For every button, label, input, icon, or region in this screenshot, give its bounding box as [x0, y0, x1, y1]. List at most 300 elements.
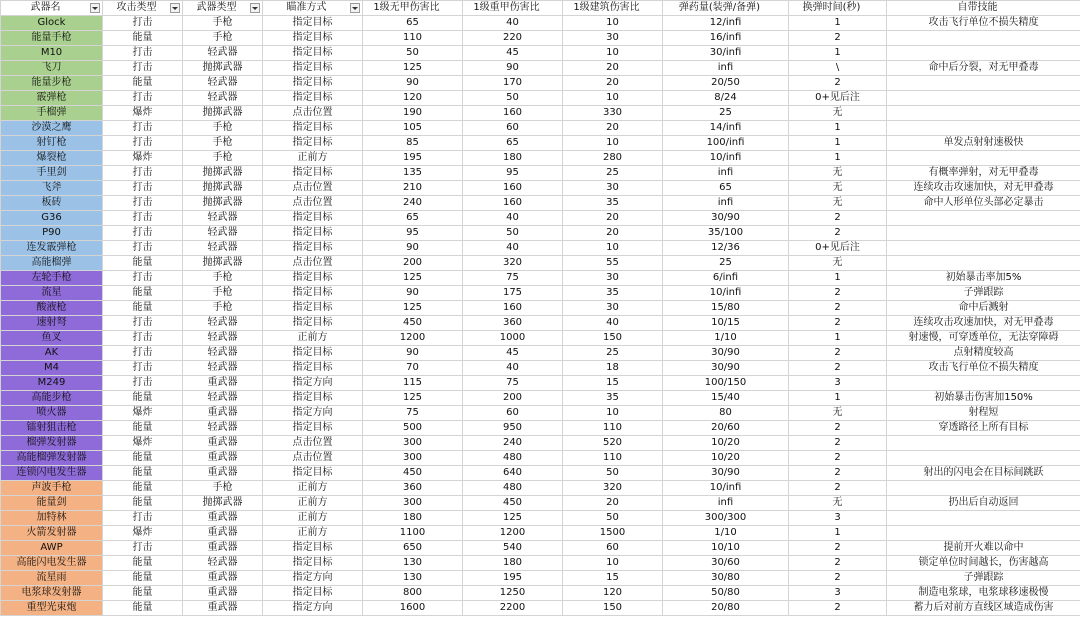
cell-unarmored-damage[interactable]: 240 — [363, 196, 463, 211]
cell-ammo[interactable]: 30/90 — [663, 466, 789, 481]
cell-aim-mode[interactable]: 正前方 — [263, 151, 363, 166]
cell-weapon-name[interactable]: M4 — [1, 361, 103, 376]
cell-aim-mode[interactable]: 正前方 — [263, 481, 363, 496]
cell-weapon-type[interactable]: 轻武器 — [183, 226, 263, 241]
cell-weapon-name[interactable]: 能量步枪 — [1, 76, 103, 91]
cell-skill[interactable] — [887, 376, 1080, 391]
header-ammo[interactable] — [663, 1, 789, 16]
header-attack-type[interactable] — [103, 1, 183, 16]
cell-attack-type[interactable]: 打击 — [103, 181, 183, 196]
cell-reload-time[interactable]: 1 — [789, 526, 887, 541]
cell-skill[interactable] — [887, 121, 1080, 136]
cell-aim-mode[interactable]: 指定目标 — [263, 61, 363, 76]
cell-weapon-type[interactable]: 轻武器 — [183, 331, 263, 346]
cell-attack-type[interactable]: 能量 — [103, 421, 183, 436]
cell-unarmored-damage[interactable]: 85 — [363, 136, 463, 151]
cell-weapon-name[interactable]: 电浆球发射器 — [1, 586, 103, 601]
cell-unarmored-damage[interactable]: 105 — [363, 121, 463, 136]
cell-skill[interactable] — [887, 436, 1080, 451]
cell-weapon-name[interactable]: 火箭发射器 — [1, 526, 103, 541]
cell-attack-type[interactable]: 打击 — [103, 271, 183, 286]
cell-building-damage[interactable]: 110 — [563, 451, 663, 466]
cell-attack-type[interactable]: 能量 — [103, 586, 183, 601]
cell-skill[interactable]: 连续攻击攻速加快，对无甲叠毒 — [887, 181, 1080, 196]
cell-weapon-type[interactable]: 重武器 — [183, 466, 263, 481]
cell-weapon-type[interactable]: 轻武器 — [183, 241, 263, 256]
cell-weapon-name[interactable]: 加特林 — [1, 511, 103, 526]
cell-heavy-armor-damage[interactable]: 90 — [463, 61, 563, 76]
cell-building-damage[interactable]: 15 — [563, 376, 663, 391]
cell-aim-mode[interactable]: 指定方向 — [263, 571, 363, 586]
cell-reload-time[interactable]: 3 — [789, 511, 887, 526]
cell-reload-time[interactable]: 2 — [789, 541, 887, 556]
cell-unarmored-damage[interactable]: 90 — [363, 76, 463, 91]
cell-ammo[interactable]: 14/infi — [663, 121, 789, 136]
cell-ammo[interactable]: 25 — [663, 106, 789, 121]
cell-unarmored-damage[interactable]: 110 — [363, 31, 463, 46]
cell-reload-time[interactable]: 1 — [789, 16, 887, 31]
cell-aim-mode[interactable]: 指定方向 — [263, 601, 363, 616]
cell-aim-mode[interactable]: 点击位置 — [263, 106, 363, 121]
header-weapon-type[interactable] — [183, 1, 263, 16]
cell-weapon-name[interactable]: 手榴弹 — [1, 106, 103, 121]
cell-aim-mode[interactable]: 点击位置 — [263, 436, 363, 451]
cell-reload-time[interactable]: 2 — [789, 466, 887, 481]
cell-attack-type[interactable]: 能量 — [103, 496, 183, 511]
cell-heavy-armor-damage[interactable]: 40 — [463, 16, 563, 31]
cell-building-damage[interactable]: 20 — [563, 226, 663, 241]
cell-weapon-type[interactable]: 轻武器 — [183, 346, 263, 361]
cell-building-damage[interactable]: 18 — [563, 361, 663, 376]
cell-heavy-armor-damage[interactable]: 1000 — [463, 331, 563, 346]
cell-reload-time[interactable]: 1 — [789, 271, 887, 286]
cell-building-damage[interactable]: 35 — [563, 196, 663, 211]
cell-skill[interactable]: 蓄力后对前方直线区域造成伤害 — [887, 601, 1080, 616]
cell-heavy-armor-damage[interactable]: 320 — [463, 256, 563, 271]
cell-heavy-armor-damage[interactable]: 180 — [463, 556, 563, 571]
cell-building-damage[interactable]: 55 — [563, 256, 663, 271]
cell-weapon-name[interactable]: G36 — [1, 211, 103, 226]
cell-unarmored-damage[interactable]: 360 — [363, 481, 463, 496]
cell-weapon-type[interactable]: 手枪 — [183, 151, 263, 166]
cell-heavy-armor-damage[interactable]: 65 — [463, 136, 563, 151]
cell-ammo[interactable]: 10/infi — [663, 151, 789, 166]
cell-building-damage[interactable]: 30 — [563, 181, 663, 196]
cell-aim-mode[interactable]: 指定目标 — [263, 136, 363, 151]
cell-ammo[interactable]: 30/infi — [663, 46, 789, 61]
cell-ammo[interactable]: infi — [663, 61, 789, 76]
cell-unarmored-damage[interactable]: 135 — [363, 166, 463, 181]
cell-weapon-name[interactable]: 板砖 — [1, 196, 103, 211]
cell-heavy-armor-damage[interactable]: 1200 — [463, 526, 563, 541]
cell-ammo[interactable]: 12/infi — [663, 16, 789, 31]
cell-weapon-type[interactable]: 抛掷武器 — [183, 61, 263, 76]
cell-reload-time[interactable]: 3 — [789, 376, 887, 391]
cell-weapon-type[interactable]: 轻武器 — [183, 421, 263, 436]
cell-attack-type[interactable]: 打击 — [103, 196, 183, 211]
cell-building-damage[interactable]: 10 — [563, 406, 663, 421]
cell-attack-type[interactable]: 能量 — [103, 286, 183, 301]
cell-ammo[interactable]: 10/10 — [663, 541, 789, 556]
cell-weapon-type[interactable]: 抛掷武器 — [183, 496, 263, 511]
cell-ammo[interactable]: 6/infi — [663, 271, 789, 286]
cell-weapon-type[interactable]: 重武器 — [183, 586, 263, 601]
cell-reload-time[interactable]: 无 — [789, 181, 887, 196]
cell-reload-time[interactable]: 2 — [789, 346, 887, 361]
cell-weapon-name[interactable]: 喷火器 — [1, 406, 103, 421]
filter-dropdown-icon[interactable] — [170, 3, 180, 13]
cell-unarmored-damage[interactable]: 450 — [363, 316, 463, 331]
cell-attack-type[interactable]: 打击 — [103, 316, 183, 331]
cell-unarmored-damage[interactable]: 90 — [363, 286, 463, 301]
cell-building-damage[interactable]: 20 — [563, 61, 663, 76]
cell-attack-type[interactable]: 能量 — [103, 31, 183, 46]
header-heavy-armor-damage[interactable] — [463, 1, 563, 16]
cell-reload-time[interactable]: 2 — [789, 31, 887, 46]
cell-reload-time[interactable]: 2 — [789, 211, 887, 226]
cell-weapon-type[interactable]: 手枪 — [183, 271, 263, 286]
header-reload-time[interactable] — [789, 1, 887, 16]
cell-unarmored-damage[interactable]: 125 — [363, 301, 463, 316]
cell-aim-mode[interactable]: 点击位置 — [263, 451, 363, 466]
cell-reload-time[interactable]: 1 — [789, 391, 887, 406]
cell-weapon-type[interactable]: 重武器 — [183, 601, 263, 616]
cell-weapon-type[interactable]: 轻武器 — [183, 556, 263, 571]
cell-weapon-name[interactable]: 重型光束炮 — [1, 601, 103, 616]
cell-unarmored-damage[interactable]: 190 — [363, 106, 463, 121]
cell-ammo[interactable]: 1/10 — [663, 526, 789, 541]
cell-heavy-armor-damage[interactable]: 480 — [463, 451, 563, 466]
cell-weapon-type[interactable]: 重武器 — [183, 511, 263, 526]
cell-ammo[interactable]: infi — [663, 166, 789, 181]
cell-weapon-name[interactable]: 榴弹发射器 — [1, 436, 103, 451]
cell-weapon-type[interactable]: 轻武器 — [183, 76, 263, 91]
cell-ammo[interactable]: 12/36 — [663, 241, 789, 256]
cell-skill[interactable]: 射速慢，可穿透单位，无法穿障碍 — [887, 331, 1080, 346]
cell-weapon-type[interactable]: 抛掷武器 — [183, 196, 263, 211]
cell-unarmored-damage[interactable]: 500 — [363, 421, 463, 436]
header-weapon-name[interactable] — [1, 1, 103, 16]
cell-weapon-type[interactable]: 重武器 — [183, 376, 263, 391]
cell-weapon-type[interactable]: 重武器 — [183, 406, 263, 421]
cell-weapon-name[interactable]: 连发霰弹枪 — [1, 241, 103, 256]
cell-weapon-type[interactable]: 轻武器 — [183, 391, 263, 406]
cell-building-damage[interactable]: 30 — [563, 301, 663, 316]
cell-aim-mode[interactable]: 指定目标 — [263, 466, 363, 481]
cell-weapon-name[interactable]: AK — [1, 346, 103, 361]
cell-attack-type[interactable]: 打击 — [103, 121, 183, 136]
cell-reload-time[interactable]: 无 — [789, 106, 887, 121]
cell-skill[interactable] — [887, 256, 1080, 271]
cell-heavy-armor-damage[interactable]: 50 — [463, 91, 563, 106]
cell-unarmored-damage[interactable]: 95 — [363, 226, 463, 241]
cell-weapon-type[interactable]: 手枪 — [183, 16, 263, 31]
cell-ammo[interactable]: 15/40 — [663, 391, 789, 406]
cell-ammo[interactable]: 10/infi — [663, 481, 789, 496]
cell-attack-type[interactable]: 打击 — [103, 241, 183, 256]
cell-weapon-type[interactable]: 重武器 — [183, 571, 263, 586]
cell-ammo[interactable]: 10/20 — [663, 451, 789, 466]
cell-aim-mode[interactable]: 指定目标 — [263, 361, 363, 376]
cell-building-damage[interactable]: 150 — [563, 601, 663, 616]
cell-unarmored-damage[interactable]: 210 — [363, 181, 463, 196]
cell-skill[interactable]: 穿透路径上所有目标 — [887, 421, 1080, 436]
cell-aim-mode[interactable]: 指定目标 — [263, 121, 363, 136]
cell-attack-type[interactable]: 爆炸 — [103, 406, 183, 421]
cell-building-damage[interactable]: 110 — [563, 421, 663, 436]
cell-weapon-name[interactable]: 手里剑 — [1, 166, 103, 181]
cell-skill[interactable]: 攻击飞行单位不损失精度 — [887, 16, 1080, 31]
cell-skill[interactable]: 攻击飞行单位不损失精度 — [887, 361, 1080, 376]
cell-heavy-armor-damage[interactable]: 160 — [463, 106, 563, 121]
cell-weapon-name[interactable]: 沙漠之鹰 — [1, 121, 103, 136]
cell-unarmored-damage[interactable]: 70 — [363, 361, 463, 376]
cell-weapon-type[interactable]: 手枪 — [183, 481, 263, 496]
cell-reload-time[interactable]: 无 — [789, 196, 887, 211]
cell-skill[interactable] — [887, 91, 1080, 106]
cell-weapon-name[interactable]: 射钉枪 — [1, 136, 103, 151]
cell-weapon-type[interactable]: 抛掷武器 — [183, 256, 263, 271]
cell-weapon-type[interactable]: 抛掷武器 — [183, 166, 263, 181]
cell-building-damage[interactable]: 40 — [563, 316, 663, 331]
cell-building-damage[interactable]: 35 — [563, 286, 663, 301]
cell-building-damage[interactable]: 15 — [563, 571, 663, 586]
cell-aim-mode[interactable]: 指定目标 — [263, 46, 363, 61]
cell-weapon-name[interactable]: M10 — [1, 46, 103, 61]
cell-aim-mode[interactable]: 正前方 — [263, 496, 363, 511]
cell-ammo[interactable]: 10/20 — [663, 436, 789, 451]
cell-attack-type[interactable]: 打击 — [103, 331, 183, 346]
cell-weapon-type[interactable]: 轻武器 — [183, 211, 263, 226]
cell-unarmored-damage[interactable]: 450 — [363, 466, 463, 481]
cell-heavy-armor-damage[interactable]: 75 — [463, 271, 563, 286]
cell-weapon-name[interactable]: AWP — [1, 541, 103, 556]
cell-reload-time[interactable]: 2 — [789, 571, 887, 586]
cell-reload-time[interactable]: 2 — [789, 556, 887, 571]
cell-skill[interactable] — [887, 451, 1080, 466]
cell-unarmored-damage[interactable]: 125 — [363, 271, 463, 286]
filter-dropdown-icon[interactable] — [90, 3, 100, 13]
cell-skill[interactable]: 制造电浆球，电浆球移速极慢 — [887, 586, 1080, 601]
cell-heavy-armor-damage[interactable]: 45 — [463, 46, 563, 61]
cell-reload-time[interactable]: 2 — [789, 361, 887, 376]
cell-heavy-armor-damage[interactable]: 220 — [463, 31, 563, 46]
cell-reload-time[interactable]: 2 — [789, 481, 887, 496]
cell-building-damage[interactable]: 330 — [563, 106, 663, 121]
cell-reload-time[interactable]: 无 — [789, 256, 887, 271]
cell-attack-type[interactable]: 打击 — [103, 376, 183, 391]
cell-aim-mode[interactable]: 指定方向 — [263, 406, 363, 421]
cell-weapon-name[interactable]: 流星雨 — [1, 571, 103, 586]
cell-building-damage[interactable]: 20 — [563, 496, 663, 511]
cell-heavy-armor-damage[interactable]: 125 — [463, 511, 563, 526]
cell-unarmored-damage[interactable]: 300 — [363, 496, 463, 511]
cell-attack-type[interactable]: 打击 — [103, 541, 183, 556]
cell-skill[interactable]: 射出的闪电会在目标间跳跃 — [887, 466, 1080, 481]
cell-heavy-armor-damage[interactable]: 640 — [463, 466, 563, 481]
cell-reload-time[interactable]: 无 — [789, 406, 887, 421]
cell-attack-type[interactable]: 能量 — [103, 466, 183, 481]
cell-building-damage[interactable]: 10 — [563, 91, 663, 106]
cell-unarmored-damage[interactable]: 1100 — [363, 526, 463, 541]
cell-skill[interactable]: 命中人形单位头部必定暴击 — [887, 196, 1080, 211]
cell-skill[interactable]: 连续攻击攻速加快，对无甲叠毒 — [887, 316, 1080, 331]
cell-heavy-armor-damage[interactable]: 360 — [463, 316, 563, 331]
cell-heavy-armor-damage[interactable]: 450 — [463, 496, 563, 511]
cell-reload-time[interactable]: 2 — [789, 421, 887, 436]
cell-aim-mode[interactable]: 点击位置 — [263, 196, 363, 211]
cell-aim-mode[interactable]: 指定目标 — [263, 76, 363, 91]
cell-ammo[interactable]: 30/90 — [663, 346, 789, 361]
cell-skill[interactable]: 点射精度较高 — [887, 346, 1080, 361]
cell-reload-time[interactable]: 1 — [789, 331, 887, 346]
cell-weapon-type[interactable]: 手枪 — [183, 136, 263, 151]
cell-heavy-armor-damage[interactable]: 160 — [463, 301, 563, 316]
header-building-damage[interactable] — [563, 1, 663, 16]
cell-reload-time[interactable]: 2 — [789, 301, 887, 316]
cell-attack-type[interactable]: 打击 — [103, 361, 183, 376]
cell-heavy-armor-damage[interactable]: 195 — [463, 571, 563, 586]
cell-unarmored-damage[interactable]: 75 — [363, 406, 463, 421]
cell-skill[interactable] — [887, 211, 1080, 226]
cell-aim-mode[interactable]: 点击位置 — [263, 181, 363, 196]
cell-heavy-armor-damage[interactable]: 95 — [463, 166, 563, 181]
cell-ammo[interactable]: 8/24 — [663, 91, 789, 106]
cell-reload-time[interactable]: 无 — [789, 496, 887, 511]
cell-weapon-name[interactable]: Glock — [1, 16, 103, 31]
cell-reload-time[interactable]: 2 — [789, 451, 887, 466]
cell-heavy-armor-damage[interactable]: 45 — [463, 346, 563, 361]
cell-skill[interactable] — [887, 526, 1080, 541]
cell-weapon-type[interactable]: 轻武器 — [183, 316, 263, 331]
cell-aim-mode[interactable]: 点击位置 — [263, 256, 363, 271]
cell-building-damage[interactable]: 1500 — [563, 526, 663, 541]
cell-weapon-name[interactable]: 霰弹枪 — [1, 91, 103, 106]
cell-skill[interactable]: 提前开火难以命中 — [887, 541, 1080, 556]
cell-weapon-name[interactable]: 飞斧 — [1, 181, 103, 196]
cell-ammo[interactable]: 16/infi — [663, 31, 789, 46]
cell-attack-type[interactable]: 打击 — [103, 61, 183, 76]
cell-building-damage[interactable]: 25 — [563, 346, 663, 361]
cell-reload-time[interactable]: 无 — [789, 166, 887, 181]
cell-unarmored-damage[interactable]: 300 — [363, 451, 463, 466]
cell-building-damage[interactable]: 320 — [563, 481, 663, 496]
cell-reload-time[interactable]: 2 — [789, 436, 887, 451]
cell-attack-type[interactable]: 能量 — [103, 556, 183, 571]
cell-building-damage[interactable]: 60 — [563, 541, 663, 556]
cell-skill[interactable] — [887, 226, 1080, 241]
cell-aim-mode[interactable]: 指定目标 — [263, 586, 363, 601]
cell-skill[interactable] — [887, 76, 1080, 91]
cell-skill[interactable] — [887, 46, 1080, 61]
cell-heavy-armor-damage[interactable]: 1250 — [463, 586, 563, 601]
cell-ammo[interactable]: 10/15 — [663, 316, 789, 331]
cell-weapon-type[interactable]: 重武器 — [183, 541, 263, 556]
cell-unarmored-damage[interactable]: 130 — [363, 571, 463, 586]
cell-building-damage[interactable]: 30 — [563, 271, 663, 286]
cell-reload-time[interactable]: 1 — [789, 151, 887, 166]
cell-aim-mode[interactable]: 指定目标 — [263, 271, 363, 286]
cell-skill[interactable] — [887, 241, 1080, 256]
cell-weapon-type[interactable]: 轻武器 — [183, 91, 263, 106]
cell-attack-type[interactable]: 打击 — [103, 511, 183, 526]
cell-weapon-type[interactable]: 重武器 — [183, 526, 263, 541]
cell-ammo[interactable]: 100/infi — [663, 136, 789, 151]
cell-weapon-name[interactable]: 酸液枪 — [1, 301, 103, 316]
cell-heavy-armor-damage[interactable]: 2200 — [463, 601, 563, 616]
cell-weapon-name[interactable]: 流星 — [1, 286, 103, 301]
cell-heavy-armor-damage[interactable]: 40 — [463, 241, 563, 256]
cell-attack-type[interactable]: 能量 — [103, 451, 183, 466]
cell-attack-type[interactable]: 打击 — [103, 211, 183, 226]
cell-attack-type[interactable]: 能量 — [103, 76, 183, 91]
cell-weapon-name[interactable]: 镭射狙击枪 — [1, 421, 103, 436]
cell-reload-time[interactable]: 2 — [789, 76, 887, 91]
cell-unarmored-damage[interactable]: 300 — [363, 436, 463, 451]
cell-weapon-type[interactable]: 重武器 — [183, 451, 263, 466]
cell-ammo[interactable]: 25 — [663, 256, 789, 271]
cell-reload-time[interactable]: 2 — [789, 601, 887, 616]
cell-aim-mode[interactable]: 正前方 — [263, 526, 363, 541]
cell-weapon-type[interactable]: 抛掷武器 — [183, 181, 263, 196]
cell-aim-mode[interactable]: 指定目标 — [263, 346, 363, 361]
cell-heavy-armor-damage[interactable]: 60 — [463, 406, 563, 421]
cell-building-damage[interactable]: 30 — [563, 31, 663, 46]
cell-aim-mode[interactable]: 指定目标 — [263, 421, 363, 436]
cell-skill[interactable] — [887, 151, 1080, 166]
cell-unarmored-damage[interactable]: 65 — [363, 16, 463, 31]
cell-heavy-armor-damage[interactable]: 180 — [463, 151, 563, 166]
cell-weapon-type[interactable]: 手枪 — [183, 31, 263, 46]
cell-unarmored-damage[interactable]: 120 — [363, 91, 463, 106]
cell-building-damage[interactable]: 50 — [563, 466, 663, 481]
cell-ammo[interactable]: 35/100 — [663, 226, 789, 241]
cell-ammo[interactable]: infi — [663, 196, 789, 211]
cell-attack-type[interactable]: 爆炸 — [103, 106, 183, 121]
cell-attack-type[interactable]: 打击 — [103, 166, 183, 181]
cell-attack-type[interactable]: 打击 — [103, 346, 183, 361]
header-unarmored-damage[interactable] — [363, 1, 463, 16]
cell-heavy-armor-damage[interactable]: 480 — [463, 481, 563, 496]
cell-ammo[interactable]: 20/50 — [663, 76, 789, 91]
cell-building-damage[interactable]: 50 — [563, 511, 663, 526]
cell-weapon-name[interactable]: 连锁闪电发生器 — [1, 466, 103, 481]
cell-unarmored-damage[interactable]: 65 — [363, 211, 463, 226]
cell-building-damage[interactable]: 10 — [563, 556, 663, 571]
cell-weapon-name[interactable]: 爆裂枪 — [1, 151, 103, 166]
cell-reload-time[interactable]: 3 — [789, 586, 887, 601]
cell-building-damage[interactable]: 10 — [563, 241, 663, 256]
cell-aim-mode[interactable]: 正前方 — [263, 511, 363, 526]
cell-building-damage[interactable]: 280 — [563, 151, 663, 166]
cell-heavy-armor-damage[interactable]: 40 — [463, 361, 563, 376]
cell-reload-time[interactable]: 2 — [789, 316, 887, 331]
cell-unarmored-damage[interactable]: 200 — [363, 256, 463, 271]
cell-attack-type[interactable]: 打击 — [103, 136, 183, 151]
cell-ammo[interactable]: 80 — [663, 406, 789, 421]
cell-skill[interactable]: 子弹跟踪 — [887, 571, 1080, 586]
cell-skill[interactable]: 射程短 — [887, 406, 1080, 421]
cell-heavy-armor-damage[interactable]: 50 — [463, 226, 563, 241]
cell-weapon-name[interactable]: 高能闪电发生器 — [1, 556, 103, 571]
cell-building-damage[interactable]: 20 — [563, 211, 663, 226]
cell-building-damage[interactable]: 35 — [563, 391, 663, 406]
cell-heavy-armor-damage[interactable]: 40 — [463, 211, 563, 226]
cell-unarmored-damage[interactable]: 1200 — [363, 331, 463, 346]
cell-skill[interactable]: 初始暴击伤害加150% — [887, 391, 1080, 406]
cell-ammo[interactable]: 1/10 — [663, 331, 789, 346]
cell-heavy-armor-damage[interactable]: 160 — [463, 196, 563, 211]
